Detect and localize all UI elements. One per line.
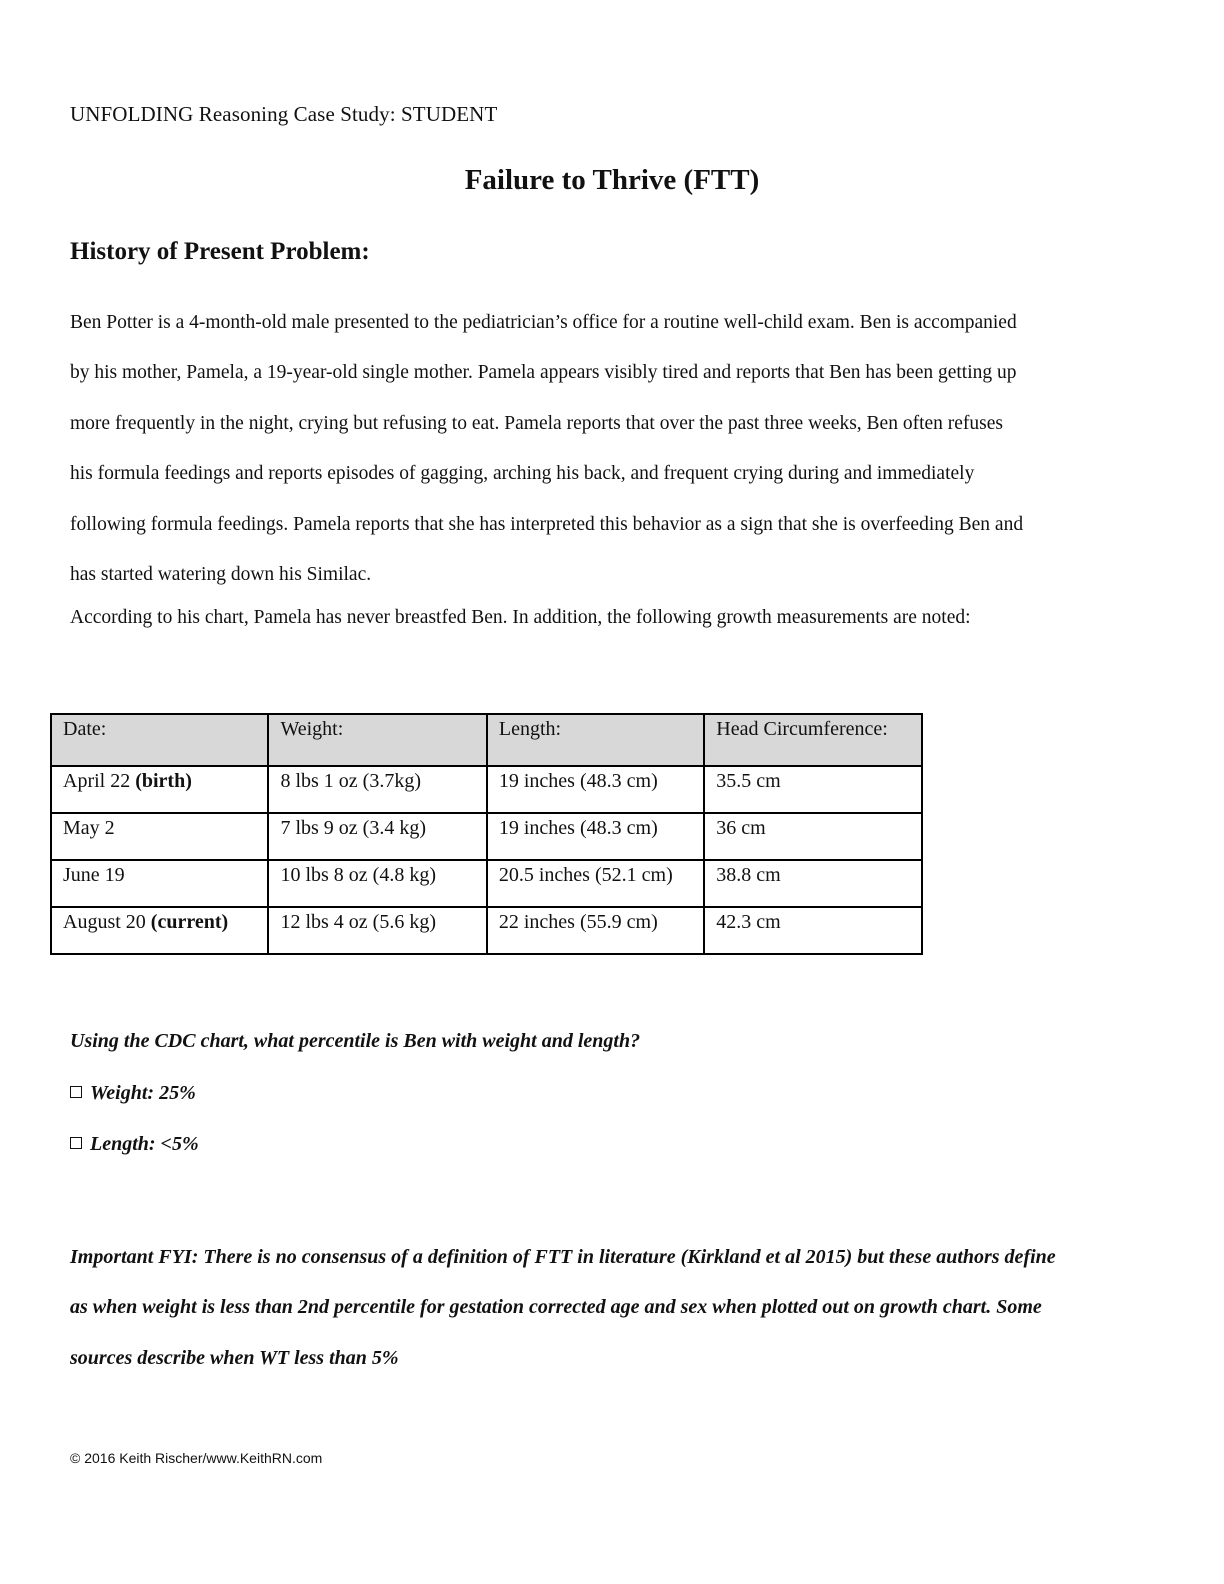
header-head-circumference: Head Circumference: [704, 714, 922, 766]
weight-cell: 7 lbs 9 oz (3.4 kg) [268, 813, 486, 860]
history-paragraph [70, 298, 1160, 600]
header-length: Length: [487, 714, 704, 766]
date-note: (current) [150, 911, 229, 933]
head-cell: 42.3 cm [704, 907, 922, 954]
fyi-line: Important FYI: There is no consensus of a definition of FTT in literature (Kirkland et al 2015) but these authors define [70, 1246, 1056, 1268]
head-cell: 35.5 cm [704, 766, 922, 813]
date-text: August 20 [63, 911, 146, 933]
date-text: June 19 [63, 864, 125, 886]
table-row [51, 813, 922, 860]
answer-text: Weight: 25% [90, 1082, 196, 1104]
paragraph-line: Ben Potter is a 4-month-old male presented to the pediatrician’s office for a routine well-child exam. Ben is accompanied [70, 312, 1017, 333]
table-header-row [51, 714, 922, 766]
header-date: Date: [51, 714, 268, 766]
date-note: (birth) [135, 770, 192, 792]
case-study-header: UNFOLDING Reasoning Case Study: STUDENT [70, 102, 498, 126]
checkbox-icon[interactable] [70, 1137, 82, 1149]
paragraph-line: more frequently in the night, crying but refusing to eat. Pamela reports that over the past three weeks, Ben often refuses [70, 412, 1004, 434]
checkbox-icon[interactable] [70, 1086, 82, 1098]
answer-weight [70, 1082, 196, 1105]
header-weight: Weight: [268, 714, 486, 766]
answer-text: Length: <5% [90, 1133, 199, 1155]
weight-cell: 10 lbs 8 oz (4.8 kg) [268, 860, 486, 907]
percentile-question: Using the CDC chart, what percentile is Ben with weight and length? [70, 1030, 641, 1052]
head-cell: 36 cm [704, 813, 922, 860]
paragraph-line: following formula feedings. Pamela reports that she has interpreted this behavior as a sign that she is overfeeding Ben and [70, 513, 1024, 535]
fyi-line: sources describe when WT less than 5% [70, 1346, 399, 1369]
date-cell [51, 907, 268, 954]
length-cell: 20.5 inches (52.1 cm) [487, 860, 704, 907]
history-heading: History of Present Problem: [70, 238, 370, 265]
paragraph-line: has started watering down his Similac. [70, 564, 372, 586]
date-cell [51, 813, 268, 860]
weight-cell: 8 lbs 1 oz (3.7kg) [268, 766, 486, 813]
length-cell: 22 inches (55.9 cm) [487, 907, 704, 954]
table-row [51, 766, 922, 813]
fyi-note [70, 1232, 1160, 1383]
length-cell: 19 inches (48.3 cm) [487, 766, 704, 813]
copyright-footer: © 2016 Keith Rischer/www.KeithRN.com [70, 1450, 323, 1466]
document-title: Failure to Thrive (FTT) [464, 164, 760, 196]
fyi-line: as when weight is less than 2nd percentile for gestation corrected age and sex when plotted out on growth chart. Some [70, 1296, 1042, 1319]
weight-cell: 12 lbs 4 oz (5.6 kg) [268, 907, 486, 954]
date-text: April 22 [63, 770, 131, 792]
paragraph-line: his formula feedings and reports episodes of gagging, arching his back, and frequent crying during and immediately [70, 463, 975, 485]
table-row [51, 907, 922, 954]
date-cell [51, 860, 268, 907]
answer-length [70, 1133, 199, 1156]
paragraph-line: by his mother, Pamela, a 19-year-old single mother. Pamela appears visibly tired and reports that Ben has been getting up [70, 362, 1017, 384]
chart-note-paragraph: According to his chart, Pamela has never breastfed Ben. In addition, the following growth measurements are noted: [70, 607, 971, 628]
table-row [51, 860, 922, 907]
growth-measurements-table [50, 713, 923, 955]
length-cell: 19 inches (48.3 cm) [487, 813, 704, 860]
head-cell: 38.8 cm [704, 860, 922, 907]
date-cell [51, 766, 268, 813]
date-text: May 2 [63, 817, 115, 839]
